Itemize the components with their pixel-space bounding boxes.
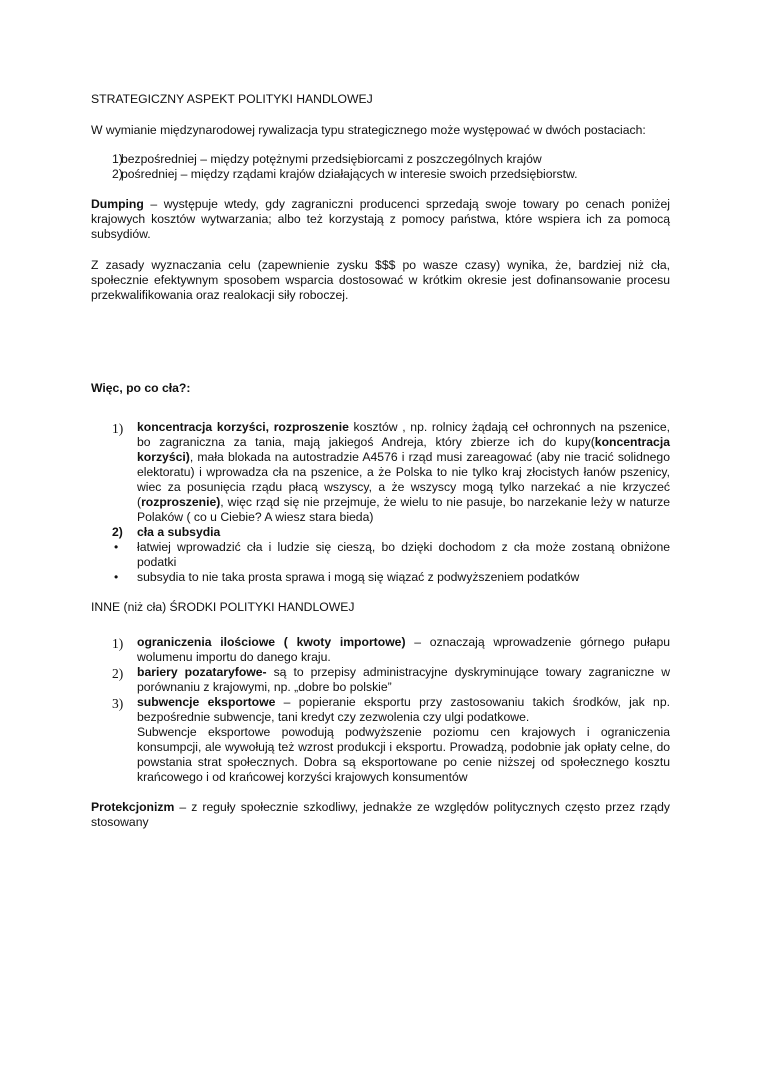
list-item: 2) pośredniej – między rządami krajów działających w interesie swoich przedsiębiorstw.: [112, 167, 578, 181]
paragraph-intro: W wymianie międzynarodowej rywalizacja typu strategicznego może występować w dwóch postaciach:: [91, 123, 646, 137]
list-item: • subsydia to nie taka prosta sprawa i mogą się wiązać z podwyższeniem podatków: [114, 570, 580, 584]
other-measures-list: [91, 635, 670, 785]
list-item: • łatwiej wprowadzić cła i ludzie się cieszą, bo dzięki dochodom z cła może zostaną obniżone podatki: [114, 540, 670, 569]
list-item: 1) ograniczenia ilościowe ( kwoty importowe) – oznaczają wprowadzenie górnego pułapu wolumenu importu do danego kraju.: [112, 635, 670, 664]
section-heading-strategic: STRATEGICZNY ASPEKT POLITYKI HANDLOWEJ: [91, 92, 373, 106]
list-item: 1) bezpośredniej – między potężnymi przedsiębiorcami z poszczególnych krajów: [112, 152, 542, 166]
document-content: [91, 92, 670, 830]
why-list: [91, 420, 670, 585]
term-dumping: Dumping: [91, 197, 144, 211]
section-heading-other: INNE (niż cła) ŚRODKI POLITYKI HANDLOWEJ: [91, 600, 355, 614]
term-protekcjonizm: Protekcjonizm: [91, 800, 175, 814]
paragraph-target-setting: Z zasady wyznaczania celu (zapewnienie zysku $$$ po wasze czasy) wynika, że, bardziej niż cła, społecznie efektywnym sposobem wsparcia dostosować w krótkim okresie jest dofinansowanie procesu przekwalifikowania oraz realokacji siły roboczej.: [91, 258, 670, 302]
list-item: 1) koncentracja korzyści, rozproszenie kosztów , np. rolnicy żądają ceł ochronnych na pszenice, bo zagraniczna za tania, mają jakiegoś Andreja, który zbierze ich do kupy(koncentracja korzyści), mała blokada na autostradzie A4576 i rząd musi zareagować (aby nie tracić solidnego elektoratu) i wprowadza cła na pszenice, a że Polska to nie tylko kraj złocistych łanów pszenicy, wiec za posunięcia rządu płacą wszyscy, a że wszyscy mogą tylko narzekać a nie krzyczeć (rozproszenie), więc rząd się nie przejmuje, że wielu to nie pasuje, bo narzekanie leży w naturze Polaków ( co u Ciebie? A wiesz stara bieda): [112, 420, 670, 524]
forms-list: [91, 152, 670, 182]
list-item: 2) bariery pozataryfowe- są to przepisy administracyjne dyskryminujące towary zagraniczne w porównaniu z krajowymi, np. „dobre bo polskie”: [112, 665, 671, 694]
list-item: 2) cła a subsydia: [112, 525, 221, 539]
paragraph-protectionism: Protekcjonizm – z reguły społecznie szkodliwy, jednakże ze względów politycznych często przez rządy stosowany: [91, 800, 670, 829]
paragraph-dumping: Dumping – występuje wtedy, gdy zagraniczni producenci sprzedają swoje towary po cenach poniżej krajowych kosztów wytwarzania; albo też korzystają z pomocy państwa, które wspiera ich za pomocą subsydiów.: [91, 197, 670, 241]
section-heading-why: Więc, po co cła?:: [91, 381, 191, 395]
list-item: 3) subwencje eksportowe – popieranie eksportu przy zastosowaniu takich środków, jak np. bezpośrednie subwencje, tani kredyt czy zezwolenia czy ulgi podatkowe. Subwencje eksportowe powodują podwyższenie poziomu cen krajowych i ograniczenia konsumpcji, ale wywołują też wzrost produkcji i eksportu. Prowadzą, podobnie jak opłaty celne, do powstania strat społecznych. Dobra są eksportowane po cenie niższej od społecznego kosztu krańcowego i od krańcowej korzyści krajowych konsumentów: [112, 695, 670, 784]
